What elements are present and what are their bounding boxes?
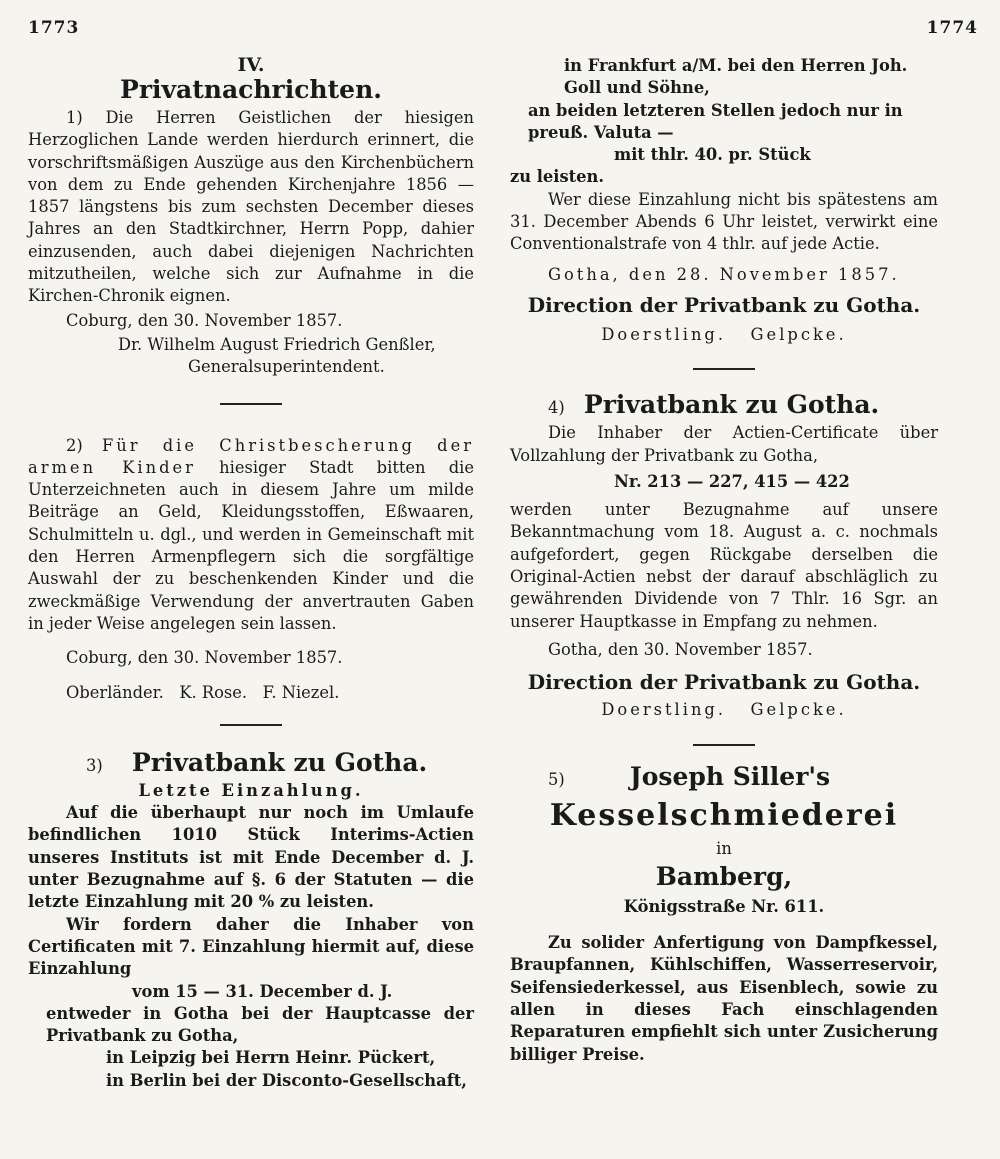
notice-3-where-1: entweder in Gotha bei der Hauptcasse der Privatbank zu Gotha, <box>46 1003 474 1046</box>
notice-3-number: 3) <box>86 755 103 775</box>
notice-1-text <box>28 107 474 308</box>
notice-4-signers: Doerstling. Gelpcke. <box>601 700 847 720</box>
notice-3-where-4: in Frankfurt a/M. bei den Herren Joh. Goll und Söhne, <box>564 56 908 98</box>
notice-5-text: Zu solider Anfertigung von Dampfkessel, Braupfannen, Kühlschiffen, Wasserreservoir, Seifensiederkessel, aus Eisenblech, sowie zu allen in dieses Fach einschlagenden Reparaturen empfiehlt sich unter Zusicherung billiger Preise. <box>510 933 938 1064</box>
notice-5-name: Joseph Siller's <box>629 761 831 791</box>
notice-4 <box>510 390 938 721</box>
page-number-left: 1773 <box>28 18 80 38</box>
notice-5-number: 5) <box>548 769 565 789</box>
notice-4-title: Privatbank zu Gotha. <box>583 390 880 420</box>
notice-1-signer-title: Generalsuperintendent. <box>188 357 385 377</box>
notice-4-issuer: Direction der Privatbank zu Gotha. <box>527 670 921 695</box>
notice-2-lead: Für die Christbescherung der armen Kinder <box>28 435 474 477</box>
notice-4-text-1: Die Inhaber der Actien-Certificate über Vollzahlung der Privatbank zu Gotha, <box>510 423 938 465</box>
notice-3-text-1: Auf die überhaupt nur noch im Umlaufe befindlichen 1010 Stück Interims-Actien unseres Instituts ist mit Ende December d. J. unter Bezugnahme auf §. 6 der Statuten — die letzte Einzahlung mit 20 % zu leisten. <box>28 803 474 912</box>
notice-2-number: 2) <box>66 435 83 455</box>
notice-1-body: Die Herren Geistlichen der hiesigen Herzoglichen Lande werden hierdurch erinnert, die vorschriftsmäßigen Auszüge aus den Kirchenbüchern von dem zu Ende gehenden Kirchenjahre 1856 — 1857 längstens bis zum sechsten December dieses Jahres an den Stadtkirchner, Herrn Popp, dahier einzusenden, auch dabei diejenigen Nachrichten mitzutheilen, welche sich zur Aufnahme in die Kirchen-Chronik eignen. <box>28 108 474 306</box>
notice-5-street: Königsstraße Nr. 611. <box>623 896 825 916</box>
notice-2-place-date: Coburg, den 30. November 1857. <box>66 648 343 668</box>
notice-3-continuation <box>510 55 938 346</box>
notice-1-number: 1) <box>66 108 83 127</box>
notice-3-to-pay: zu leisten. <box>510 167 605 187</box>
notice-1 <box>28 107 474 379</box>
notice-5-city: Bamberg, <box>655 861 793 891</box>
notice-3-heading <box>28 748 474 778</box>
section-roman: IV. <box>237 54 265 76</box>
separator-rule <box>693 744 755 746</box>
notice-4-text-2: werden unter Bezugnahme auf unsere Bekanntmachung vom 18. August a. c. nochmals aufgefordert, gegen Rückgabe derselben die Original-Actien nebst der darauf abschläglich zu gewährenden Dividende von 7 Thlr. 16 Sgr. an unserer Hauptkasse in Empfang zu nehmen. <box>510 500 938 631</box>
notice-2-text <box>28 435 474 636</box>
page-number-right: 1774 <box>926 18 978 38</box>
notice-3 <box>28 748 474 1092</box>
notice-5-heading <box>510 762 938 792</box>
notice-3-note: an beiden letzteren Stellen jedoch nur in preuß. Valuta — <box>528 100 903 142</box>
notice-3-where-2: in Leipzig bei Herrn Heinr. Pückert, <box>106 1048 436 1068</box>
left-column <box>28 55 474 1092</box>
notice-4-numbers: Nr. 213 — 227, 415 — 422 <box>614 471 850 491</box>
notice-3-issuer: Direction der Privatbank zu Gotha. <box>527 292 921 317</box>
notice-5-business: Kesselschmiederei <box>549 797 899 833</box>
notice-2 <box>28 435 474 704</box>
notice-3-place-date: Gotha, den 28. November 1857. <box>548 264 900 284</box>
notice-5-in: in <box>716 838 732 858</box>
separator-rule <box>220 403 282 405</box>
notice-1-place-date: Coburg, den 30. November 1857. <box>66 310 343 330</box>
notice-2-body: hiesiger Stadt bitten die Unterzeichneten auch in diesem Jahre um milde Beiträge an Geld, Kleidungsstoffen, Eßwaaren, Schulmitteln u. dgl., und werden in Gemeinschaft mit den Herren Armenpflegern sich die sorgfältige Auswahl der zu beschenkenden Kinder und die zweckmäßige Verwendung der anvertrauten Gaben in jeder Weise angelegen sein lassen. <box>28 457 474 633</box>
separator-rule <box>693 368 755 370</box>
right-column <box>510 55 938 1066</box>
notice-1-signer: Dr. Wilhelm August Friedrich Genßler, <box>118 334 436 354</box>
section-title: Privatnachrichten. <box>120 75 382 104</box>
notice-3-subtitle: Letzte Einzahlung. <box>138 780 364 800</box>
notice-3-title: Privatbank zu Gotha. <box>131 747 428 777</box>
notice-3-signers: Doerstling. Gelpcke. <box>601 324 847 344</box>
notice-3-date-range: vom 15 — 31. December d. J. <box>132 981 393 1001</box>
notice-4-place-date: Gotha, den 30. November 1857. <box>548 639 813 659</box>
separator-rule <box>220 724 282 726</box>
notice-4-number: 4) <box>548 398 565 418</box>
notice-3-amount: mit thlr. 40. pr. Stück <box>614 145 811 165</box>
notice-3-warning: Wer diese Einzahlung nicht bis spätestens am 31. December Abends 6 Uhr leistet, verwirkt eine Conventionalstrafe von 4 thlr. auf jede Actie. <box>510 189 938 254</box>
notice-4-heading <box>510 390 938 420</box>
notice-3-where-3: in Berlin bei der Disconto-Gesellschaft, <box>106 1070 467 1090</box>
notice-3-text-2: Wir fordern daher die Inhaber von Certificaten mit 7. Einzahlung hiermit auf, diese Einzahlung <box>28 914 474 979</box>
notice-5 <box>510 762 938 1066</box>
notice-2-signers: Oberländer. K. Rose. F. Niezel. <box>66 682 340 702</box>
